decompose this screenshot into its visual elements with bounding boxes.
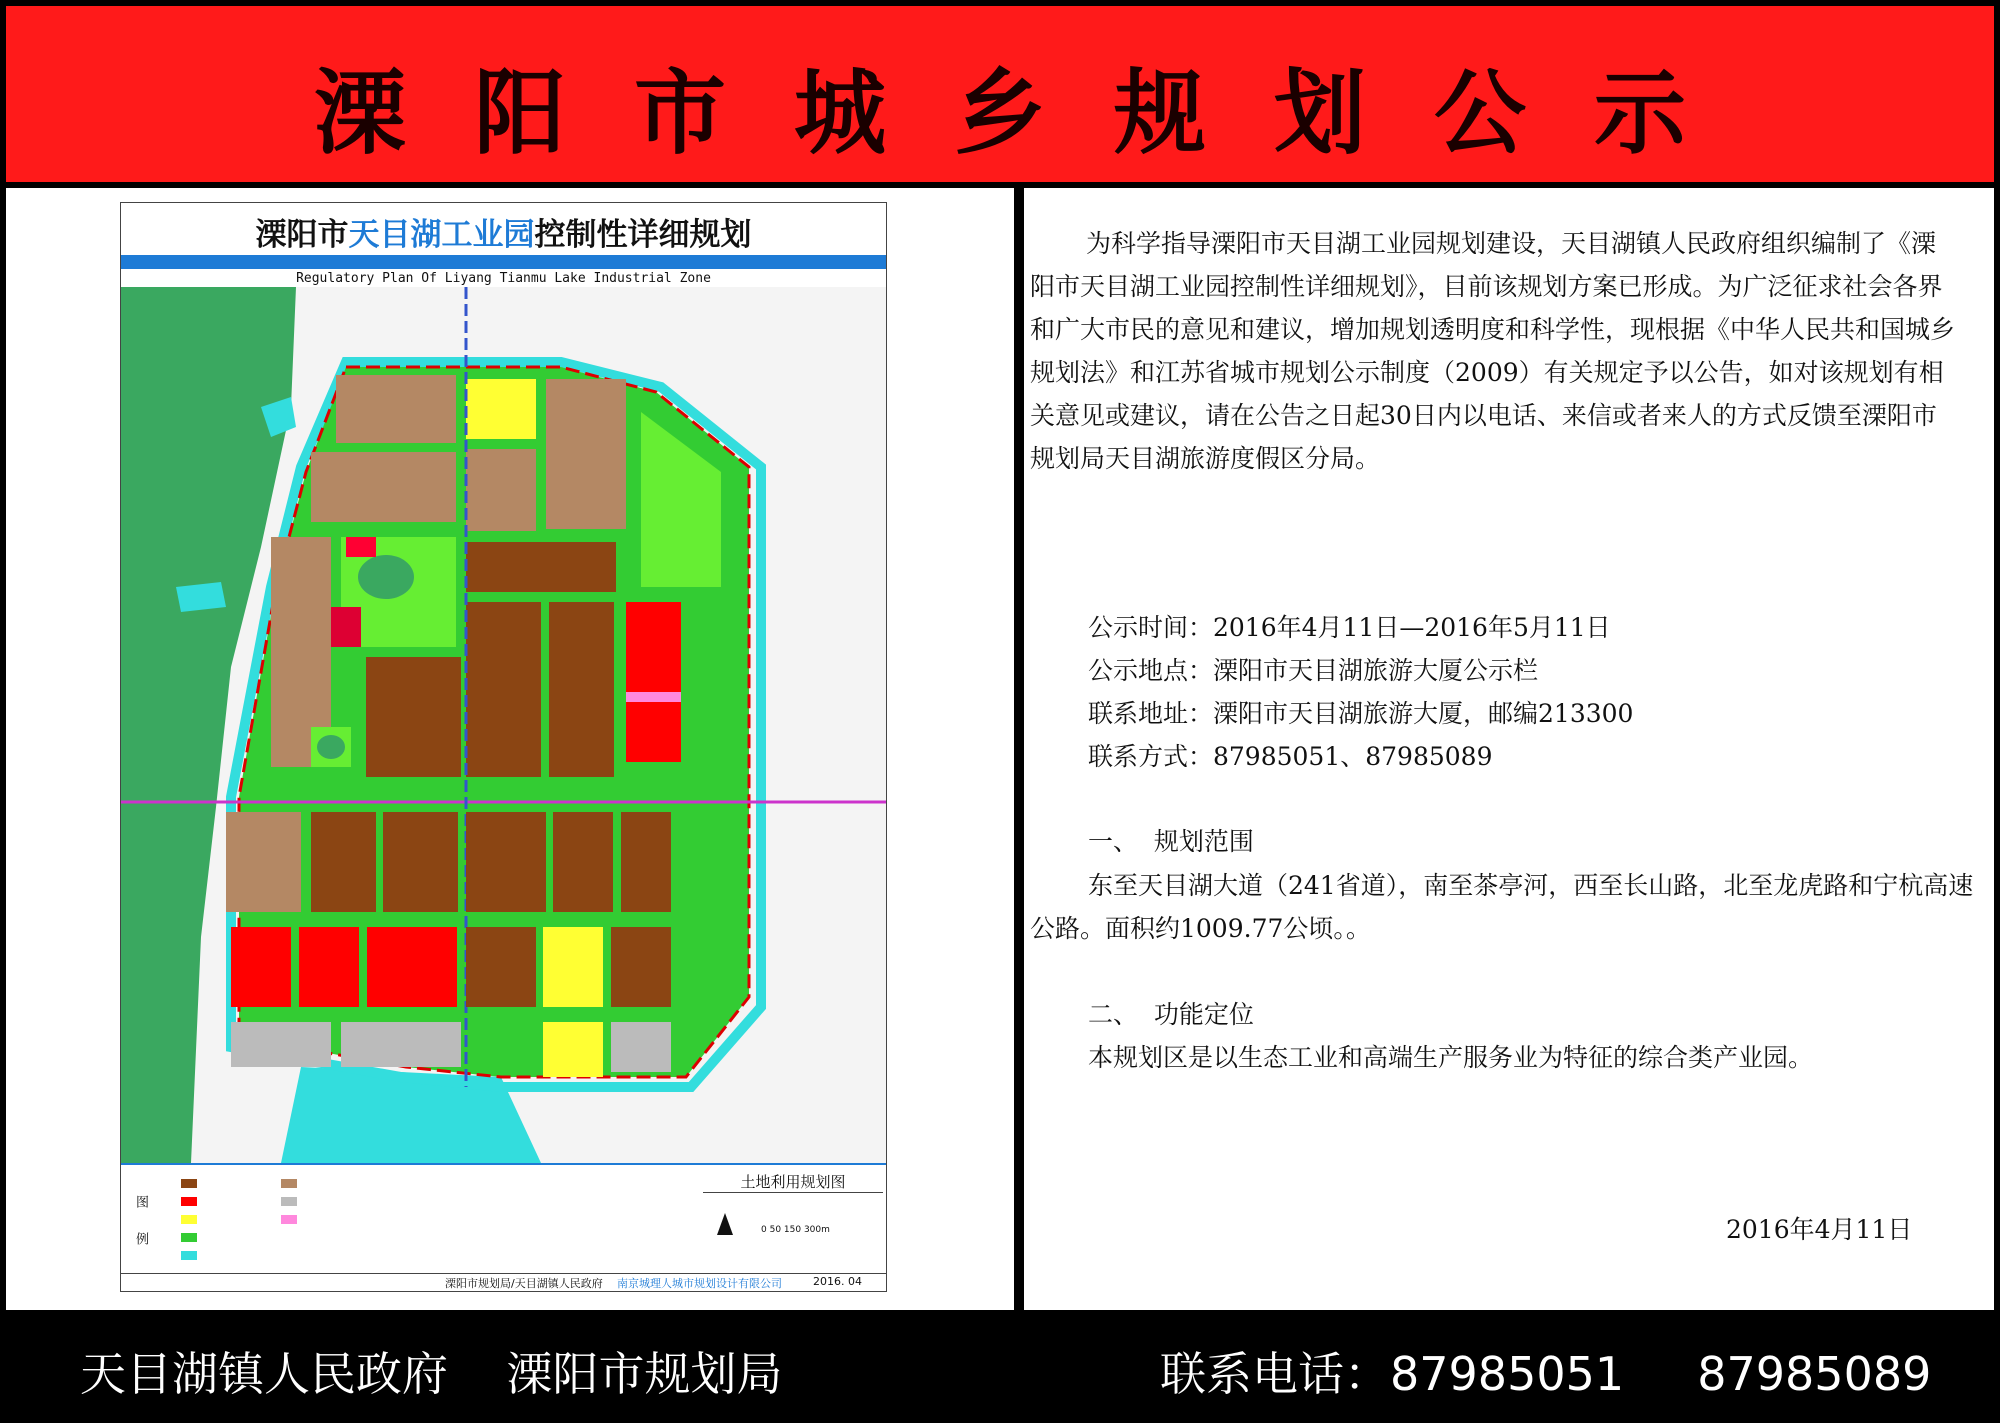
poster-subtitle: Regulatory Plan Of Liyang Tianmu Lake Industrial Zone (296, 271, 711, 286)
parcel-m2-b (366, 657, 461, 777)
land-use-map[interactable] (121, 287, 886, 1163)
parcel-r2-north (466, 379, 536, 439)
credit-designer: 南京城理人城市规划设计有限公司 (617, 1277, 782, 1290)
section2-body: 本规划区是以生态工业和高端生产服务业为特征的综合类产业园。 (1088, 1043, 1814, 1072)
parcel-b2-c (367, 927, 457, 1007)
north-arrow-icon (717, 1213, 733, 1235)
notice-time: 公示时间：2016年4月11日—2016年5月11日 (1088, 613, 1611, 642)
parcel-m1-a (336, 375, 456, 443)
notice-intro: 为科学指导溧阳市天目湖工业园规划建设，天目湖镇人民政府组织编制了《溧阳市天目湖工业园控制性详细规划》，目前该规划方案已形成。为广泛征求社会各界和广大市民的意见和建议，增加规划透明度和科学性，现根据《中华人民共和国城乡规划法》和江苏省城市规划公示制度（2009）有关规定予以公告，如对该规划有相关意见或建议，请在公告之日起30日内以电话、来信或者来人的方式反馈至溧阳市规划局天目湖旅游度假区分局。 (1030, 229, 1956, 473)
parcel-m2-e (311, 812, 376, 912)
parcel-m2-j (466, 927, 536, 1007)
notice-contact: 联系方式：87985051、87985089 (1088, 742, 1493, 771)
legend-swatch-commercial (181, 1197, 197, 1206)
notice-date: 2016年4月11日 (1726, 1215, 1913, 1244)
parcel-m2-c (466, 602, 541, 777)
parcel-m2-g (466, 812, 546, 912)
poster-title-suffix: 控制性详细规划 (534, 217, 752, 253)
section1-title: 一、 规划范围 (1088, 827, 1254, 856)
map-legend (121, 1163, 886, 1274)
parcel-m2-i (621, 812, 671, 912)
scale-bar: 0 50 150 300m (761, 1225, 830, 1235)
parcel-b1-a (346, 537, 376, 557)
legend-swatch-green (181, 1233, 197, 1242)
parcel-reserve-b (341, 1022, 461, 1067)
parcel-a1 (626, 692, 681, 702)
parcel-m2-a (466, 542, 616, 592)
poster-title-highlight: 天目湖工业园 (348, 217, 535, 253)
parcel-m1-c (311, 452, 456, 522)
footer-organizations: 天目湖镇人民政府 溧阳市规划局 (80, 1347, 783, 1401)
hill-park (358, 555, 414, 599)
legend-title: 土地利用规划图 (703, 1171, 883, 1193)
parcel-m1-south (226, 812, 301, 912)
parcel-m2-f (383, 812, 458, 912)
poster-title-prefix: 溧阳市 (255, 217, 349, 253)
parcel-m2-d (549, 602, 614, 777)
legend-swatch-light-industrial (281, 1179, 297, 1188)
parcel-m2-h (553, 812, 613, 912)
parcel-b2-east (626, 602, 681, 762)
legend-swatch-public (281, 1215, 297, 1224)
notice-address: 联系地址：溧阳市天目湖旅游大厦，邮编213300 (1088, 699, 1634, 728)
footer-phone: 联系电话：87985051 87985089 (1160, 1347, 1932, 1401)
parcel-b2-a (231, 927, 291, 1007)
parcel-m2-k (611, 927, 671, 1007)
parcel-reserve-c (611, 1022, 671, 1072)
parcel-m1-d (466, 449, 536, 531)
legend-swatches (181, 1179, 681, 1269)
plan-poster[interactable] (120, 202, 887, 1292)
legend-swatch-water (181, 1251, 197, 1260)
parcel-b2-b (299, 927, 359, 1007)
reservoir-west (176, 582, 226, 612)
credit-left: 溧阳市规划局/天目湖镇人民政府 (445, 1277, 603, 1290)
banner-title: 溧阳市城乡规划公示 (313, 60, 1754, 167)
banner (0, 0, 2000, 188)
poster-title (121, 209, 886, 254)
legend-swatch-industrial (181, 1179, 197, 1188)
parcel-r2-south (543, 927, 603, 1007)
section1-body: 东至天目湖大道（241省道），南至茶亭河，西至长山路，北至龙虎路和宁杭高速公路。面积约1009.77公顷。。 (1030, 871, 1974, 943)
hill-small (317, 735, 345, 759)
legend-swatch-reserve (281, 1197, 297, 1206)
poster-title-bar (121, 255, 886, 269)
legend-swatch-residential (181, 1215, 197, 1224)
parcel-reserve-a (231, 1022, 331, 1067)
parcel-r2-far-south (543, 1022, 603, 1077)
section2-title: 二、 功能定位 (1088, 1000, 1254, 1029)
legend-label: 图例 (133, 1195, 148, 1269)
parcel-b1-b (331, 607, 361, 647)
parcel-m1-b (546, 379, 626, 529)
credit-date: 2016. 04 (813, 1275, 862, 1288)
notice-place: 公示地点：溧阳市天目湖旅游大厦公示栏 (1088, 656, 1539, 685)
